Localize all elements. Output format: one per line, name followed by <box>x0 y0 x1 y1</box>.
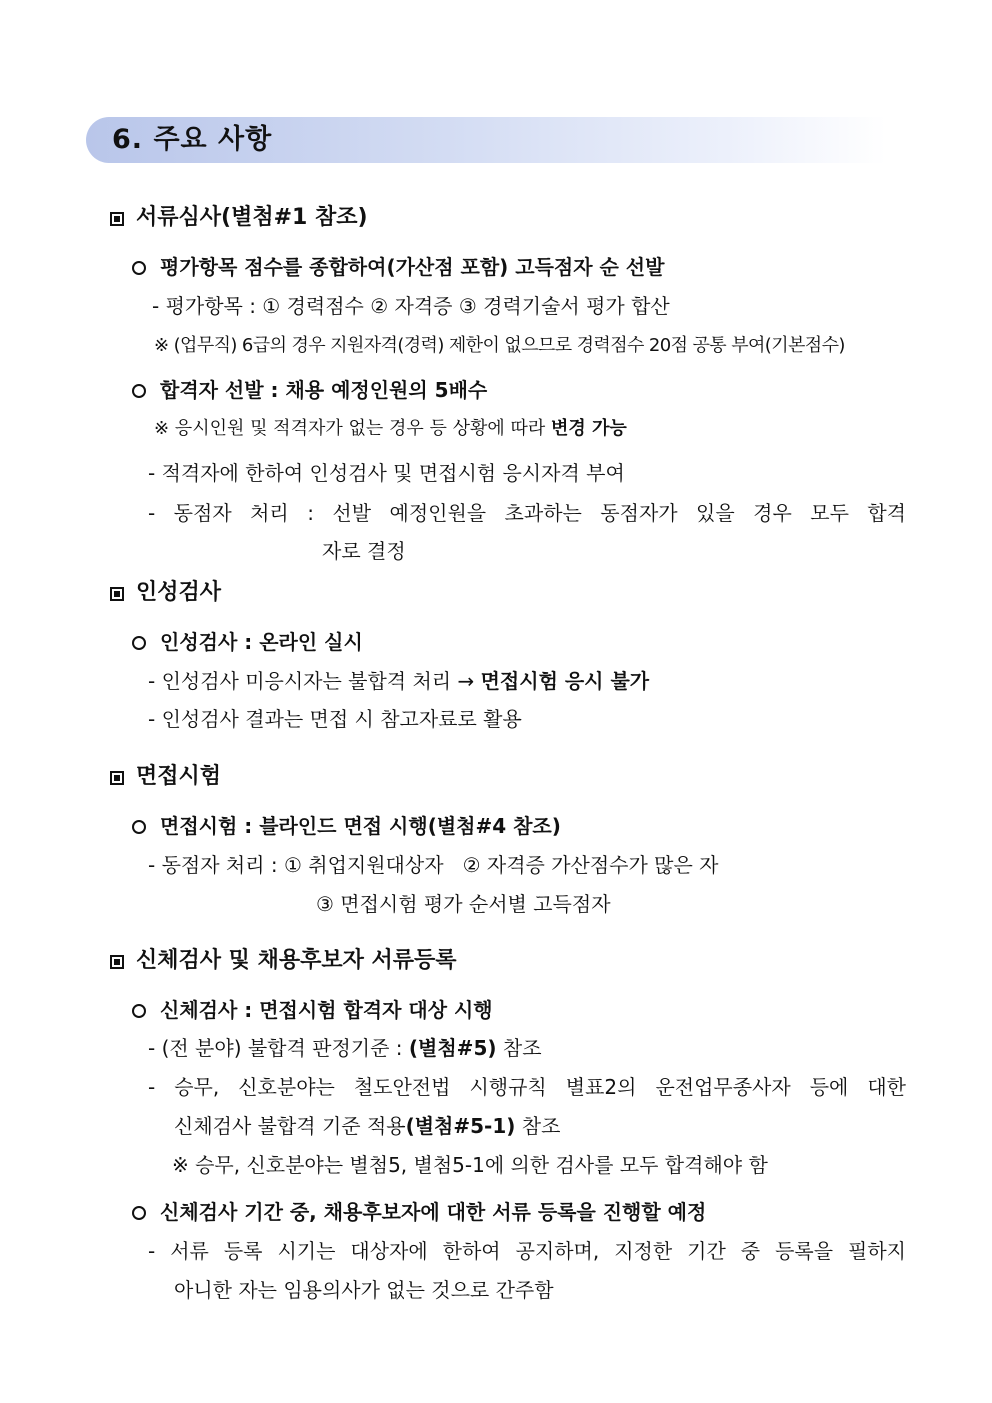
list-item: - (전 분야) 불합격 판정기준 : (별첨#5) 참조 <box>148 1036 542 1060</box>
sub-evaluation: 평가항목 점수를 종합하여(가산점 포함) 고득점자 순 선발 <box>132 252 664 282</box>
section-interview: 면접시험 <box>110 762 221 792</box>
list-item: - 승무, 신호분야는 철도안전법 시행규칙 별표2의 운전업무종사자 등에 대한 <box>148 1075 906 1099</box>
list-item-continuation: ③ 면접시험 평가 순서별 고득점자 <box>316 892 611 916</box>
circle-bullet-icon <box>132 1004 146 1018</box>
list-item: - 동점자 처리 : 선발 예정인원을 초과하는 동점자가 있을 경우 모두 합격 <box>148 501 906 525</box>
circle-bullet-icon <box>132 820 146 834</box>
square-bullet-icon <box>110 587 124 601</box>
list-item: - 서류 등록 시기는 대상자에 한하여 공지하며, 지정한 기간 중 등록을 필하지 <box>148 1239 906 1263</box>
square-bullet-icon <box>110 771 124 785</box>
section-physical-exam: 신체검사 및 채용후보자 서류등록 <box>110 946 457 976</box>
square-bullet-icon <box>110 955 124 969</box>
note-item: ※ (업무직) 6급의 경우 지원자격(경력) 제한이 없으므로 경력점수 20점 공통 부여(기본점수) <box>154 335 845 356</box>
square-bullet-icon <box>110 212 124 226</box>
section-document-review: 서류심사(별첨#1 참조) <box>110 203 368 233</box>
list-item: - 평가항목 : ① 경력점수 ② 자격증 ③ 경력기술서 평가 합산 <box>152 294 670 318</box>
sub-physical-exam-target: 신체검사 : 면접시험 합격자 대상 시행 <box>132 995 493 1025</box>
sub-blind-interview: 면접시험 : 블라인드 면접 시행(별첨#4 참조) <box>132 811 561 841</box>
list-item-continuation: 아니한 자는 임용의사가 없는 것으로 간주함 <box>174 1278 554 1302</box>
sub-document-registration: 신체검사 기간 중, 채용후보자에 대한 서류 등록을 진행할 예정 <box>132 1197 706 1227</box>
list-item: - 인성검사 미응시자는 불합격 처리 → 면접시험 응시 불가 <box>148 669 650 693</box>
list-item-continuation: 자로 결정 <box>322 539 406 563</box>
list-item-continuation: 신체검사 불합격 기준 적용(별첨#5-1) 참조 <box>174 1114 561 1138</box>
list-item: - 인성검사 결과는 면접 시 참고자료로 활용 <box>148 707 522 731</box>
note-item: ※ 승무, 신호분야는 별첨5, 별첨5-1에 의한 검사를 모두 합격해야 함 <box>172 1153 768 1177</box>
circle-bullet-icon <box>132 384 146 398</box>
sub-pass-selection: 합격자 선발 : 채용 예정인원의 5배수 <box>132 375 487 405</box>
circle-bullet-icon <box>132 261 146 275</box>
sub-personality-online: 인성검사 : 온라인 실시 <box>132 627 363 657</box>
circle-bullet-icon <box>132 636 146 650</box>
list-item: - 동점자 처리 : ① 취업지원대상자 ② 자격증 가산점수가 많은 자 <box>148 853 719 877</box>
list-item: - 적격자에 한하여 인성검사 및 면접시험 응시자격 부여 <box>148 461 625 485</box>
section-personality-test: 인성검사 <box>110 578 221 608</box>
note-item: ※ 응시인원 및 적격자가 없는 경우 등 상황에 따라 변경 가능 <box>154 418 627 439</box>
section-heading: 6. 주요 사항 <box>112 124 273 155</box>
circle-bullet-icon <box>132 1206 146 1220</box>
